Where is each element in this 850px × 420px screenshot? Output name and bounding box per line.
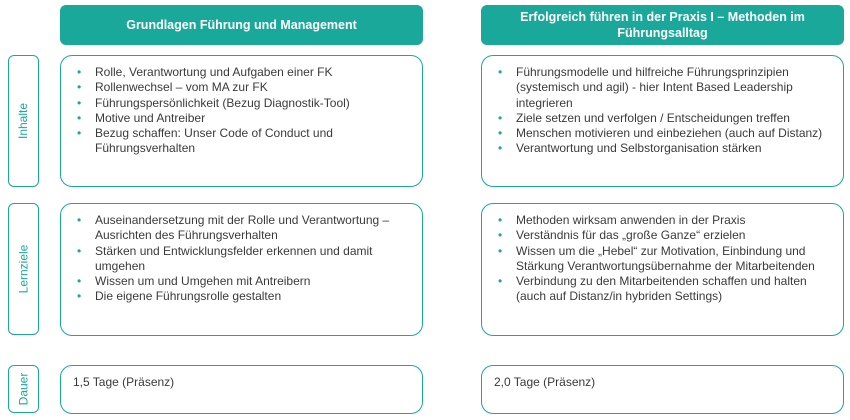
bullet-list [482,204,843,305]
inhalte-box-praxis [481,55,844,187]
list-item: • Verständnis für das „große Ganze“ erzielen [498,228,833,243]
duration-text: 1,5 Tage (Präsenz) [73,375,175,389]
row-label-text: Dauer [16,372,31,406]
list-item: • Verbindung zu den Mitarbeitenden schaffen und halten (auch auf Distanz/in hybriden Settings) [498,274,833,305]
list-item: • Führungsmodelle und hilfreiche Führungsprinzipien (systemisch und agil) - hier Intent Based Leadership integrieren [498,65,833,111]
list-item: • Wissen um und Umgehen mit Antreibern [77,274,412,289]
inhalte-box-grundlagen [60,55,423,187]
duration-text: 2,0 Tage (Präsenz) [494,375,596,389]
column-header-grundlagen: Grundlagen Führung und Management [60,5,423,45]
dauer-box-grundlagen [60,365,423,414]
list-item: • Motive und Antreiber [77,111,412,126]
row-label-text: Lernziele [16,244,31,294]
list-item: • Führungspersönlichkeit (Bezug Diagnostik-Tool) [77,96,412,111]
list-item: • Bezug schaffen: Unser Code of Conduct und Führungsverhalten [77,126,412,157]
bullet-list [61,204,422,305]
lernziele-box-grundlagen [60,203,423,336]
list-item: • Die eigene Führungsrolle gestalten [77,289,412,304]
column-header-praxis: Erfolgreich führen in der Praxis I – Methoden im Führungsalltag [481,5,844,45]
bullet-list [61,56,422,157]
row-label-dauer [8,365,39,413]
dauer-box-praxis [481,365,844,414]
list-item: • Ziele setzen und verfolgen / Entscheidungen treffen [498,111,833,126]
lernziele-box-praxis [481,203,844,336]
row-label-inhalte [8,55,39,187]
list-item: • Rolle, Verantwortung und Aufgaben einer FK [77,65,412,80]
list-item: • Menschen motivieren und einbeziehen (auch auf Distanz) [498,126,833,141]
bullet-list [482,56,843,157]
list-item: • Verantwortung und Selbstorganisation stärken [498,141,833,156]
list-item: • Rollenwechsel – vom MA zur FK [77,80,412,95]
list-item: • Stärken und Entwicklungsfelder erkennen und damit umgehen [77,244,412,275]
list-item: • Methoden wirksam anwenden in der Praxis [498,213,833,228]
row-label-text: Inhalte [16,102,31,140]
row-label-lernziele [8,203,39,335]
list-item: • Auseinandersetzung mit der Rolle und Verantwortung – Ausrichten des Führungsverhalten [77,213,412,244]
list-item: • Wissen um die „Hebel“ zur Motivation, Einbindung und Stärkung Verantwortungsübernahme der Mitarbeitenden [498,244,833,275]
